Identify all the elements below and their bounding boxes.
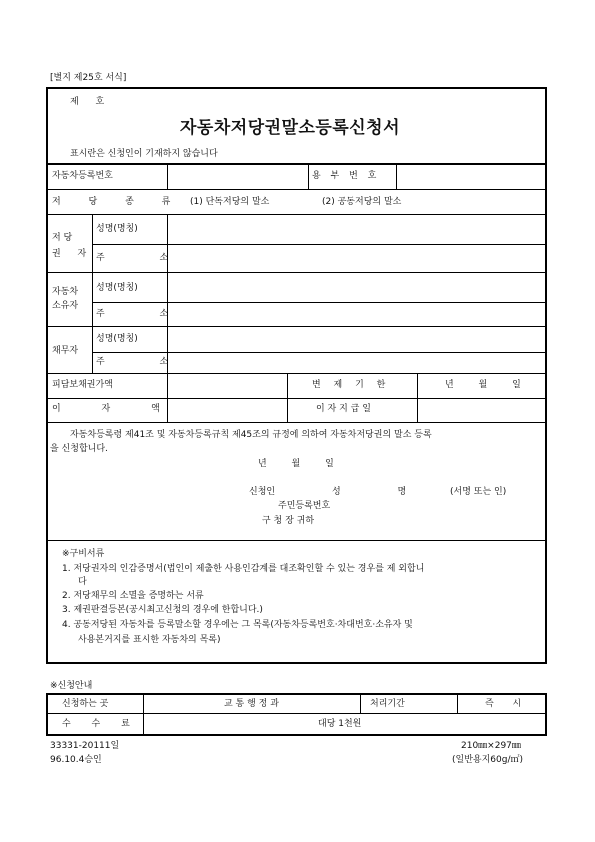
- mortgage-option-sole[interactable]: (1) 단독저당의 말소: [190, 197, 270, 207]
- debtor-name-label: 성명(명칭): [96, 334, 138, 344]
- document-item: 3. 제권판결등본(공시최고신청의 경우에 한합니다.): [62, 605, 263, 615]
- maturity-date-field[interactable]: 년 월 일: [445, 380, 521, 390]
- owner-label-line1: 자동차: [52, 287, 79, 297]
- interest-amount-label: 이 자 액: [52, 404, 160, 414]
- certificate-number-field[interactable]: [397, 165, 545, 188]
- mortgagee-address-field[interactable]: [168, 245, 545, 271]
- signature-label: (서명 또는 인): [450, 487, 507, 497]
- car-registration-number-field[interactable]: [168, 165, 307, 188]
- guide-where-label: 신청하는 곳: [62, 699, 109, 709]
- guide-table: [46, 693, 547, 736]
- paper-type: (일반용지60g/㎡): [452, 755, 523, 765]
- interest-payment-date-field[interactable]: [418, 399, 545, 421]
- addressee-label: 구 청 장 귀하: [262, 516, 315, 526]
- debtor-address-field[interactable]: [168, 353, 545, 372]
- interest-payment-date-label: 이 자 지 급 일: [316, 404, 371, 414]
- mortgagee-name-label: 성명(명칭): [96, 224, 138, 234]
- debtor-label: 채무자: [52, 346, 79, 356]
- debtor-address-label: 주 소: [96, 357, 169, 367]
- declaration-line1: 자동차등록령 제41조 및 자동차등록규칙 제45조의 규정에 의하여 자동차저당권의 말소 등록: [70, 430, 432, 440]
- form-title: 자동차저당권말소등록신청서: [180, 118, 400, 138]
- declaration-date[interactable]: 년 월 일: [258, 459, 334, 469]
- document-item: 1. 저당권자의 인감증명서(법인이 제출한 사용인감계를 대조확인할 수 있는 경우를 제 외합니: [62, 564, 425, 574]
- resident-number-label: 주민등록번호: [278, 501, 331, 511]
- debtor-name-field[interactable]: [168, 327, 545, 351]
- mortgage-option-joint[interactable]: (2) 공동저당의 말소: [322, 197, 402, 207]
- certificate-number-label: 용 부 번 호: [312, 171, 377, 181]
- owner-name-label: 성명(명칭): [96, 283, 138, 293]
- document-item: 사용본거지를 표시한 자동차의 목록): [78, 635, 221, 645]
- form-code: 33331-20111일: [50, 741, 120, 751]
- receipt-number-label: 제 호: [70, 97, 105, 107]
- applicant-name-label: 신청인 성 명: [249, 487, 407, 497]
- document-item: 4. 공동저당된 자동차를 등록말소할 경우에는 그 목록(자동차등록번호·차대번호·소유자 및: [62, 620, 413, 630]
- document-item: 다: [78, 577, 87, 587]
- owner-name-field[interactable]: [168, 273, 545, 301]
- guide-fee-value: 대당 1천원: [318, 719, 362, 729]
- secured-amount-label: 피담보채권가액: [52, 380, 113, 390]
- interest-amount-field[interactable]: [168, 399, 286, 421]
- car-registration-number-label: 자동차등록번호: [52, 171, 113, 181]
- owner-address-label: 주 소: [96, 309, 169, 319]
- mortgagee-address-label: 주 소: [96, 253, 169, 263]
- guide-where-value: 교 통 행 정 과: [224, 699, 279, 709]
- guide-heading: ※신청안내: [50, 681, 93, 691]
- mortgage-type-label: 저 당 종 류: [52, 197, 171, 207]
- owner-label-line2: 소유자: [52, 301, 79, 311]
- paper-size: 210㎜×297㎜: [461, 741, 521, 751]
- mortgagee-name-field[interactable]: [168, 215, 545, 243]
- form-number: [별지 제25호 서식]: [50, 73, 127, 83]
- declaration-line2: 을 신청합니다.: [50, 444, 108, 454]
- document-item: 2. 저당채무의 소멸을 증명하는 서류: [62, 591, 204, 601]
- documents-heading: ※구비서류: [62, 549, 105, 559]
- guide-fee-label: 수 수 료: [62, 719, 130, 729]
- mortgagee-label-line1: 저 당: [52, 233, 73, 243]
- notice-text: 표시란은 신청인이 기재하지 않습니다: [70, 149, 218, 159]
- guide-period-value: 즉 시: [485, 699, 522, 709]
- approval-date: 96.10.4승인: [50, 755, 102, 765]
- secured-amount-field[interactable]: [168, 374, 286, 397]
- owner-address-field[interactable]: [168, 303, 545, 325]
- maturity-label: 변 제 기 한: [312, 380, 386, 390]
- guide-period-label: 처리기간: [370, 699, 405, 709]
- mortgagee-label-line2: 권 자: [52, 249, 87, 259]
